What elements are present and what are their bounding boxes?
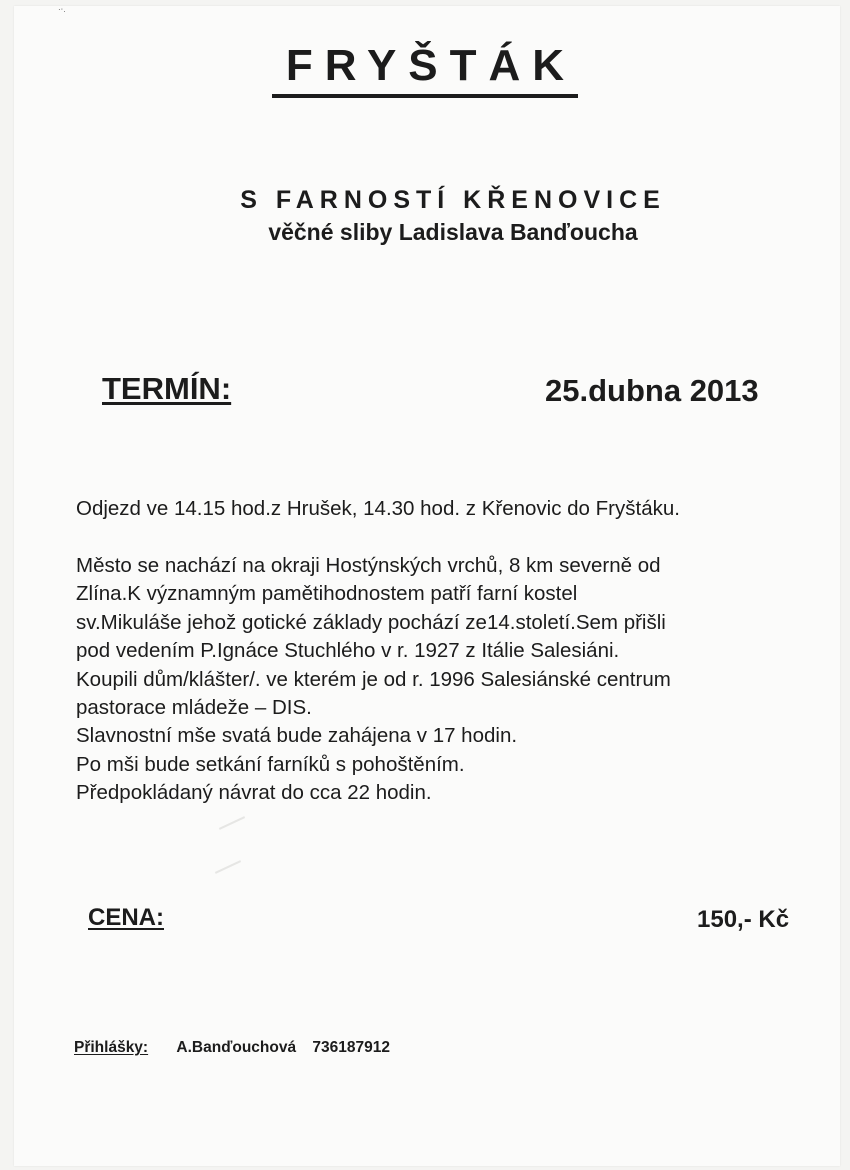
price-label: CENA: [88, 904, 164, 931]
description-line: Zlína.K významným pamětihodnostem patří farní kostel [76, 582, 578, 606]
description-line: pastorace mládeže – DIS. [76, 696, 312, 720]
description-block [76, 552, 836, 808]
description-line: sv.Mikuláše jehož gotické základy pochází ze14.století.Sem přišli [76, 610, 666, 634]
registration-line [74, 1038, 390, 1058]
subtitle-parish: S FARNOSTÍ KŘENOVICE [240, 186, 666, 214]
termin-date: 25.dubna 2013 [545, 373, 759, 408]
contact-name: A.Banďouchová [176, 1039, 297, 1056]
description-line: Po mši bude setkání farníků s pohoštěním. [76, 752, 465, 776]
termin-label: TERMÍN: [102, 371, 232, 406]
description-line: pod vedením P.Ignáce Stuchlého v r. 1927 z Itálie Salesiáni. [76, 639, 620, 663]
document-title [0, 40, 850, 98]
title-text: FRYŠTÁK [272, 40, 578, 98]
description-line: Koupili dům/klášter/. ve kterém je od r. 1996 Salesiánské centrum [76, 667, 671, 691]
subtitle-occasion: věčné sliby Ladislava Banďoucha [268, 219, 638, 245]
description-line: Slavnostní mše svatá bude zahájena v 17 hodin. [76, 724, 518, 748]
description-line: Město se nachází na okraji Hostýnských vrchů, 8 km severně od [76, 554, 661, 577]
price-value: 150,- Kč [697, 906, 790, 933]
departure-info: Odjezd ve 14.15 hod.z Hrušek, 14.30 hod. z Křenovic do Fryštáku. [76, 497, 680, 520]
contact-phone: 736187912 [312, 1039, 390, 1056]
registration-label: Přihlášky: [74, 1039, 149, 1056]
scan-artifact: ·‧. [58, 5, 66, 14]
description-line: Předpokládaný návrat do cca 22 hodin. [76, 781, 432, 805]
